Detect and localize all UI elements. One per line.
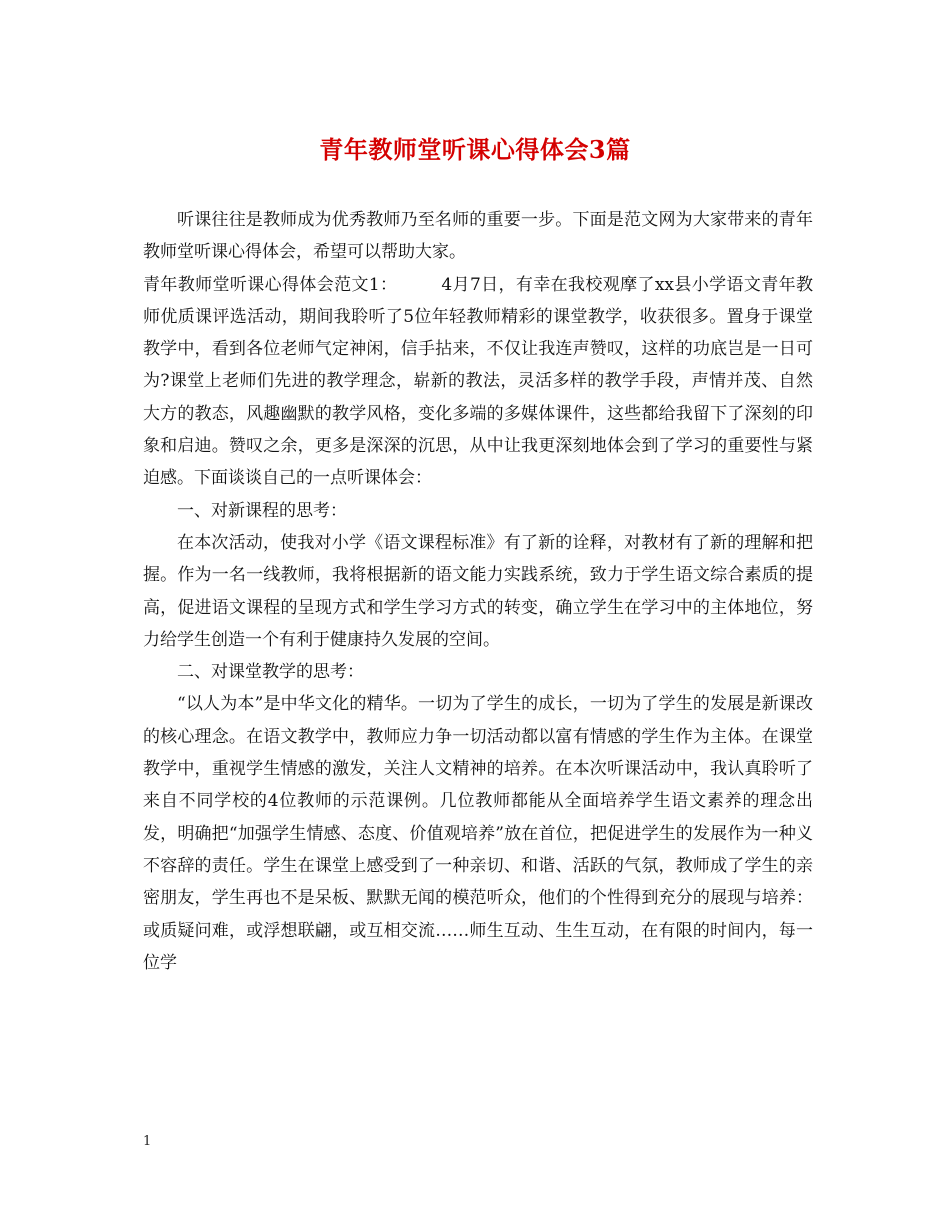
intro-paragraph: 听课往往是教师成为优秀教师乃至名师的重要一步。下面是范文网为大家带来的青年教师堂听课心得体会，希望可以帮助大家。 bbox=[143, 210, 813, 263]
sample-paragraph bbox=[143, 269, 813, 495]
section-paragraph-1: 在本次活动，使我对小学《语文课程标准》有了新的诠释，对教材有了新的理解和把握。作为一名一线教师，我将根据新的语文能力实践系统，致力于学生语文综合素质的提高，促进语文课程的呈现方式和学生学习方式的转变，确立学生在学习中的主体地位，努力给学生创造一个有利于健康持久发展的空间。 bbox=[143, 532, 813, 650]
document-body bbox=[143, 204, 813, 979]
section-heading-1: 一、对新课程的思考： bbox=[177, 500, 347, 521]
section-paragraph-2: “以人为本”是中华文化的精华。一切为了学生的成长，一切为了学生的发展是新课改的核心理念。在语文教学中，教师应力争一切活动都以富有情感的学生作为主体。在课堂教学中，重视学生情感的激发，关注人文精神的培养。在本次听课活动中，我认真聆听了来自不同学校的4位教师的示范课例。几位教师都能从全面培养学生语文素养的理念出发，明确把“加强学生情感、态度、价值观培养”放在首位，把促进学生的发展作为一种义不容辞的责任。学生在课堂上感受到了一种亲切、和谐、活跃的气氛，教师成了学生的亲密朋友，学生再也不是呆板、默默无闻的模范听众，他们的个性得到充分的展现与培养：或质疑问难，或浮想联翩，或互相交流……师生互动、生生互动，在有限的时间内，每一位学 bbox=[143, 694, 813, 973]
section-heading-2: 二、对课堂教学的思考： bbox=[177, 662, 364, 683]
sample-label: 青年教师堂听课心得体会范文1： bbox=[143, 274, 398, 295]
document-title: 青年教师堂听课心得体会3篇 bbox=[319, 135, 631, 164]
page-number: 1 bbox=[143, 1134, 152, 1149]
sample-body: 4月7日，有幸在我校观摩了xx县小学语文青年教师优质课评选活动，期间我聆听了5位年轻教师精彩的课堂教学，收获很多。置身于课堂教学中，看到各位老师气定神闲，信手拈来，不仅让我连声赞叹，这样的功底岂是一日可为?课堂上老师们先进的教学理念，崭新的教法，灵活多样的教学手段，声情并茂、自然大方的教态，风趣幽默的教学风格，变化多端的多媒体课件，这些都给我留下了深刻的印象和启迪。赞叹之余，更多是深深的沉思，从中让我更深刻地体会到了学习的重要性与紧迫感。下面谈谈自己的一点听课体会： bbox=[143, 274, 813, 489]
